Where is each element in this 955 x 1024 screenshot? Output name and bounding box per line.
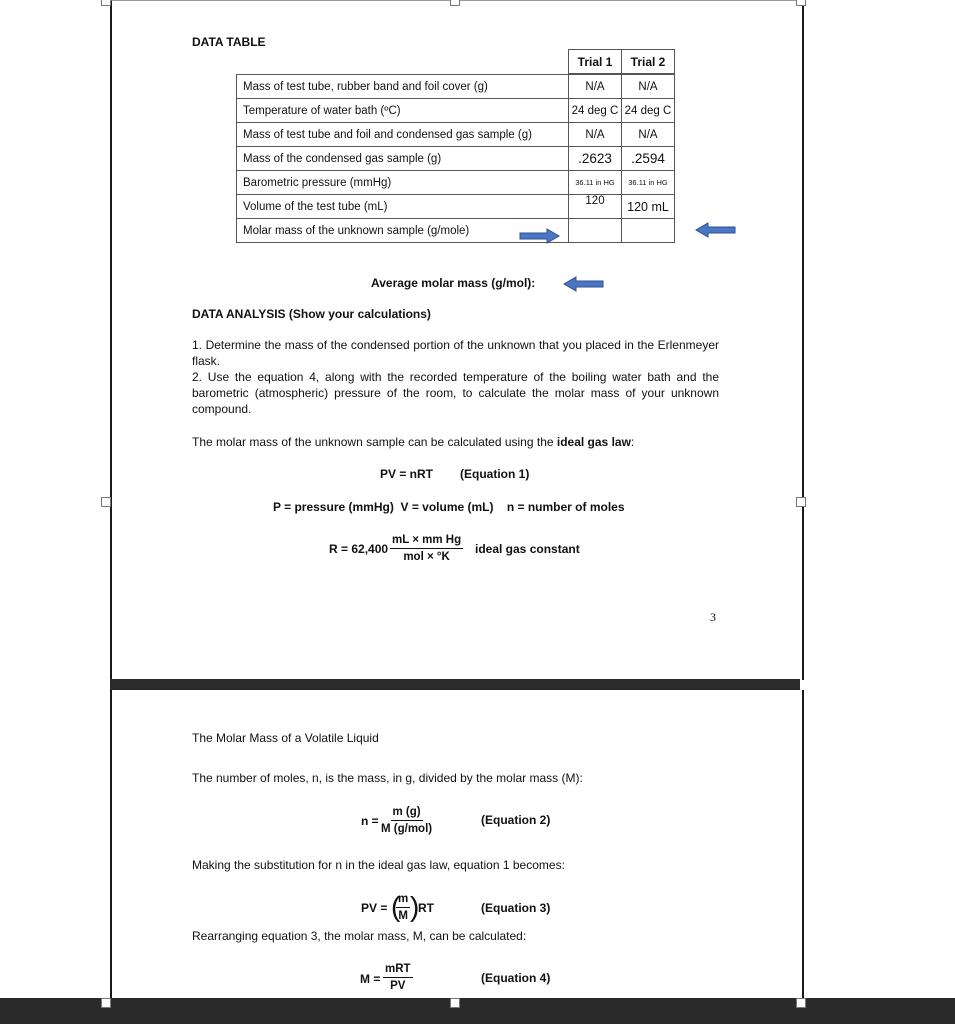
equation-3-fraction xyxy=(396,893,410,922)
substitution-text: Making the substitution for n in the ideal gas law, equation 1 becomes: xyxy=(192,858,565,872)
equation-2-fraction xyxy=(381,806,432,835)
trial-1-cell[interactable]: 24 deg C xyxy=(569,99,622,123)
table-row xyxy=(237,147,675,171)
equation-2-numerator: m (g) xyxy=(391,806,423,821)
table-row xyxy=(237,99,675,123)
trial-2-cell[interactable]: .2594 xyxy=(622,147,675,171)
trial-2-cell[interactable]: 24 deg C xyxy=(622,99,675,123)
table-row xyxy=(237,123,675,147)
gas-constant-units-denominator: mol × °K xyxy=(403,551,450,563)
row-label: Temperature of water bath (ºC) xyxy=(237,99,569,123)
equation-2-label: (Equation 2) xyxy=(481,813,551,827)
trial-1-cell[interactable]: 36.11 in HG xyxy=(569,171,622,195)
bottom-toolbar xyxy=(0,998,955,1024)
ideal-gas-intro-text: The molar mass of the unknown sample can be calculated using the xyxy=(192,435,557,449)
equation-4-label: (Equation 4) xyxy=(481,971,551,985)
trial-1-cell[interactable]: 120 xyxy=(569,195,622,219)
page-separator xyxy=(110,679,800,690)
gas-constant-fraction xyxy=(390,534,463,563)
trial-2-header: Trial 2 xyxy=(622,50,675,74)
ideal-gas-law-term: ideal gas law xyxy=(556,435,631,449)
resize-handle-bottom-left[interactable] xyxy=(101,998,111,1008)
trial-header-row xyxy=(568,49,675,74)
page-number: 3 xyxy=(710,610,716,624)
trial-1-cell[interactable]: .2623 xyxy=(569,147,622,171)
gas-constant-lhs: R = 62,400 xyxy=(329,542,389,556)
resize-handle-middle-left[interactable] xyxy=(101,497,111,507)
equation-4-denominator: PV xyxy=(390,980,406,992)
ideal-gas-intro xyxy=(192,435,634,449)
trial-1-cell[interactable]: N/A xyxy=(569,123,622,147)
trial-2-cell[interactable]: 120 mL xyxy=(622,195,675,219)
trial-1-cell[interactable]: N/A xyxy=(569,75,622,99)
right-paren: ) xyxy=(410,891,420,922)
equation-1: PV = nRT xyxy=(380,467,434,481)
left-arrow-icon xyxy=(695,222,737,238)
data-table xyxy=(236,74,675,243)
trial-2-cell[interactable]: N/A xyxy=(622,123,675,147)
ideal-gas-intro-end: : xyxy=(630,435,635,449)
equation-3-rhs: RT xyxy=(418,901,434,915)
row-label: Volume of the test tube (mL) xyxy=(237,195,569,219)
equation-3-numerator: m xyxy=(396,893,410,908)
equation-4-fraction xyxy=(383,963,413,992)
left-arrow-icon xyxy=(563,276,605,292)
rearrange-text: Rearranging equation 3, the molar mass, M, can be calculated: xyxy=(192,929,527,943)
data-analysis-heading: DATA ANALYSIS (Show your calculations) xyxy=(192,307,431,321)
trial-2-cell[interactable]: 36.11 in HG xyxy=(622,171,675,195)
resize-handle-bottom-middle[interactable] xyxy=(450,998,460,1008)
equation-4-numerator: mRT xyxy=(383,963,413,978)
table-row xyxy=(237,75,675,99)
gas-constant-description: ideal gas constant xyxy=(475,542,580,556)
trial-2-cell[interactable] xyxy=(622,219,675,243)
equation-1-label: (Equation 1) xyxy=(460,467,530,481)
analysis-step-2: 2. Use the equation 4, along with the recorded temperature of the boiling water bath and the barometric (atmospheric) pressure of the room, to calculate the molar mass of your unknown compound. xyxy=(192,370,719,416)
gas-constant-units-numerator: mL × mm Hg xyxy=(390,534,463,549)
data-table-heading: DATA TABLE xyxy=(192,35,266,49)
analysis-step-1: 1. Determine the mass of the condensed portion of the unknown that you placed in the Erlenmeyer flask. xyxy=(192,338,719,368)
equation-3-denominator: M xyxy=(398,910,408,922)
average-molar-mass-label: Average molar mass (g/mol): xyxy=(371,276,536,290)
equation-3-lhs: PV = xyxy=(361,901,388,915)
row-label: Barometric pressure (mmHg) xyxy=(237,171,569,195)
row-label: Mass of test tube and foil and condensed gas sample (g) xyxy=(237,123,569,147)
row-label: Mass of the condensed gas sample (g) xyxy=(237,147,569,171)
page-2-title: The Molar Mass of a Volatile Liquid xyxy=(192,731,379,745)
resize-handle-bottom-right[interactable] xyxy=(796,998,806,1008)
equation-2-lhs: n = xyxy=(361,814,379,828)
trial-1-header: Trial 1 xyxy=(569,50,622,74)
resize-handle-top-left[interactable] xyxy=(101,0,111,6)
trial-2-cell[interactable]: N/A xyxy=(622,75,675,99)
table-row xyxy=(237,171,675,195)
resize-handle-top-middle[interactable] xyxy=(450,0,460,6)
left-paren: ( xyxy=(391,891,401,922)
row-label: Molar mass of the unknown sample (g/mole) xyxy=(237,219,569,243)
table-row xyxy=(237,219,675,243)
equation-3-label: (Equation 3) xyxy=(481,901,551,915)
variable-definitions: P = pressure (mmHg) V = volume (mL) n = number of moles xyxy=(273,500,625,514)
trial-1-cell[interactable] xyxy=(569,219,622,243)
resize-handle-middle-right[interactable] xyxy=(796,497,806,507)
moles-intro: The number of moles, n, is the mass, in g, divided by the molar mass (M): xyxy=(192,771,583,785)
resize-handle-top-right[interactable] xyxy=(796,0,806,6)
equation-4-lhs: M = xyxy=(360,972,381,986)
table-row xyxy=(237,195,675,219)
row-label: Mass of test tube, rubber band and foil cover (g) xyxy=(237,75,569,99)
right-arrow-icon xyxy=(519,228,561,244)
equation-2-denominator: M (g/mol) xyxy=(381,823,433,835)
